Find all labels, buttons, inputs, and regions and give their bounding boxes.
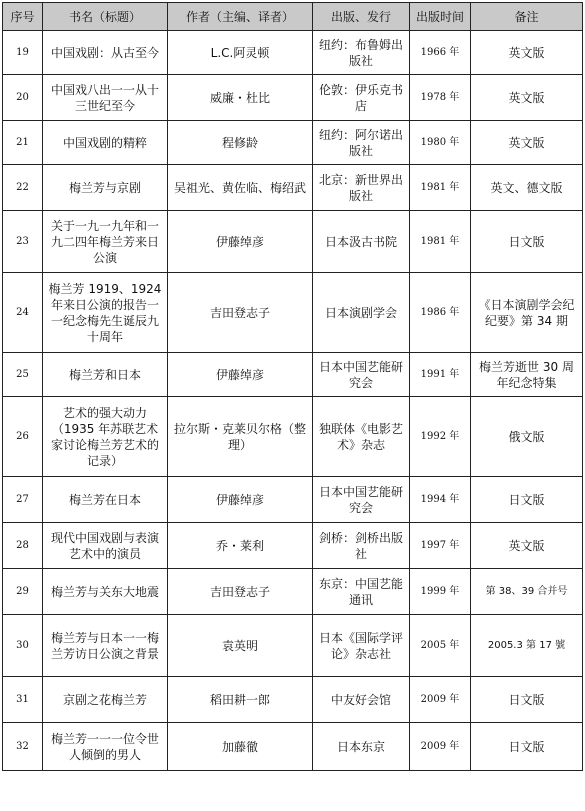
cell-publisher: 独联体《电影艺术》杂志 (313, 397, 410, 477)
cell-publisher: 日本汲古书院 (313, 211, 410, 273)
table-row (3, 165, 583, 211)
cell-year: 2009 年 (410, 677, 471, 723)
cell-author: 乔・莱利 (168, 523, 313, 569)
cell-year: 1980 年 (410, 121, 471, 165)
cell-publisher: 日本中国艺能研究会 (313, 477, 410, 523)
cell-note: 英文版 (471, 523, 583, 569)
cell-publisher: 日本中国艺能研究会 (313, 353, 410, 397)
header-note: 备注 (471, 3, 583, 31)
cell-note: 英文版 (471, 75, 583, 121)
cell-num: 22 (3, 165, 43, 211)
cell-year: 2005 年 (410, 615, 471, 677)
cell-author: 伊藤绰彦 (168, 211, 313, 273)
cell-num: 26 (3, 397, 43, 477)
cell-note: 英文、德文版 (471, 165, 583, 211)
bibliography-table (2, 2, 583, 771)
cell-year: 2009 年 (410, 723, 471, 771)
cell-note: 2005.3 第 17 號 (471, 615, 583, 677)
cell-publisher: 纽约：布鲁姆出版社 (313, 31, 410, 75)
cell-author: 加藤徹 (168, 723, 313, 771)
cell-note: 第 38、39 合并号 (471, 569, 583, 615)
table-row (3, 75, 583, 121)
cell-author: 袁英明 (168, 615, 313, 677)
cell-author: 程修龄 (168, 121, 313, 165)
cell-title: 关于一九一九年和一九二四年梅兰芳来日公演 (43, 211, 168, 273)
cell-publisher: 日本《国际学评论》杂志社 (313, 615, 410, 677)
cell-publisher: 北京：新世界出版社 (313, 165, 410, 211)
table-row (3, 273, 583, 353)
cell-note: 日文版 (471, 477, 583, 523)
cell-author: 伊藤绰彦 (168, 353, 313, 397)
cell-year: 1997 年 (410, 523, 471, 569)
cell-num: 29 (3, 569, 43, 615)
cell-num: 30 (3, 615, 43, 677)
cell-publisher: 东京：中国艺能通讯 (313, 569, 410, 615)
cell-publisher: 纽约：阿尔诺出版社 (313, 121, 410, 165)
cell-author: 吉田登志子 (168, 273, 313, 353)
cell-title: 艺术的强大动力（1935 年苏联艺术家讨论梅兰芳艺术的记录） (43, 397, 168, 477)
cell-author: L.C.阿灵顿 (168, 31, 313, 75)
cell-title: 梅兰芳 1919、1924 年来日公演的报告一一纪念梅先生诞辰九十周年 (43, 273, 168, 353)
cell-year: 1978 年 (410, 75, 471, 121)
cell-author: 稻田耕一郎 (168, 677, 313, 723)
cell-note: 日文版 (471, 677, 583, 723)
cell-num: 27 (3, 477, 43, 523)
cell-num: 32 (3, 723, 43, 771)
table-row (3, 615, 583, 677)
cell-title: 现代中国戏剧与表演艺术中的演员 (43, 523, 168, 569)
header-author: 作者（主编、译者） (168, 3, 313, 31)
cell-publisher: 剑桥：剑桥出版社 (313, 523, 410, 569)
cell-author: 吴祖光、黄佐临、梅绍武 (168, 165, 313, 211)
cell-note: 英文版 (471, 31, 583, 75)
header-publisher: 出版、发行 (313, 3, 410, 31)
cell-num: 23 (3, 211, 43, 273)
cell-title: 梅兰芳与日本一一梅兰芳访日公演之背景 (43, 615, 168, 677)
cell-note: 梅兰芳逝世 30 周年纪念特集 (471, 353, 583, 397)
cell-publisher: 日本演剧学会 (313, 273, 410, 353)
cell-num: 21 (3, 121, 43, 165)
table-row (3, 31, 583, 75)
cell-year: 1992 年 (410, 397, 471, 477)
table-row (3, 211, 583, 273)
cell-num: 28 (3, 523, 43, 569)
cell-author: 吉田登志子 (168, 569, 313, 615)
header-title: 书名（标题） (43, 3, 168, 31)
cell-publisher: 伦敦：伊乐克书店 (313, 75, 410, 121)
cell-title: 中国戏八出一一从十三世纪至今 (43, 75, 168, 121)
cell-num: 20 (3, 75, 43, 121)
cell-publisher: 日本东京 (313, 723, 410, 771)
cell-title: 梅兰芳一一一位令世人倾倒的男人 (43, 723, 168, 771)
table-row (3, 523, 583, 569)
cell-num: 19 (3, 31, 43, 75)
table-row (3, 477, 583, 523)
table-row (3, 723, 583, 771)
table-row (3, 121, 583, 165)
cell-title: 梅兰芳与关东大地震 (43, 569, 168, 615)
cell-year: 1981 年 (410, 211, 471, 273)
table-row (3, 353, 583, 397)
cell-note: 日文版 (471, 211, 583, 273)
cell-title: 梅兰芳和日本 (43, 353, 168, 397)
cell-publisher: 中友好会馆 (313, 677, 410, 723)
cell-num: 25 (3, 353, 43, 397)
cell-year: 1966 年 (410, 31, 471, 75)
cell-note: 俄文版 (471, 397, 583, 477)
cell-num: 31 (3, 677, 43, 723)
cell-title: 梅兰芳在日本 (43, 477, 168, 523)
cell-note: 英文版 (471, 121, 583, 165)
header-num: 序号 (3, 3, 43, 31)
cell-title: 中国戏剧的精粹 (43, 121, 168, 165)
header-year: 出版时间 (410, 3, 471, 31)
cell-author: 伊藤绰彦 (168, 477, 313, 523)
cell-title: 梅兰芳与京剧 (43, 165, 168, 211)
table-row (3, 397, 583, 477)
cell-title: 京剧之花梅兰芳 (43, 677, 168, 723)
cell-note: 日文版 (471, 723, 583, 771)
table-row (3, 677, 583, 723)
cell-year: 1991 年 (410, 353, 471, 397)
cell-year: 1981 年 (410, 165, 471, 211)
cell-num: 24 (3, 273, 43, 353)
cell-author: 威廉・杜比 (168, 75, 313, 121)
cell-note: 《日本演剧学会纪纪要》第 34 期 (471, 273, 583, 353)
cell-year: 1994 年 (410, 477, 471, 523)
cell-title: 中国戏剧：从古至今 (43, 31, 168, 75)
cell-author: 拉尔斯・克莱贝尔格（整理） (168, 397, 313, 477)
table-row (3, 569, 583, 615)
cell-year: 1986 年 (410, 273, 471, 353)
header-row (3, 3, 583, 31)
cell-year: 1999 年 (410, 569, 471, 615)
